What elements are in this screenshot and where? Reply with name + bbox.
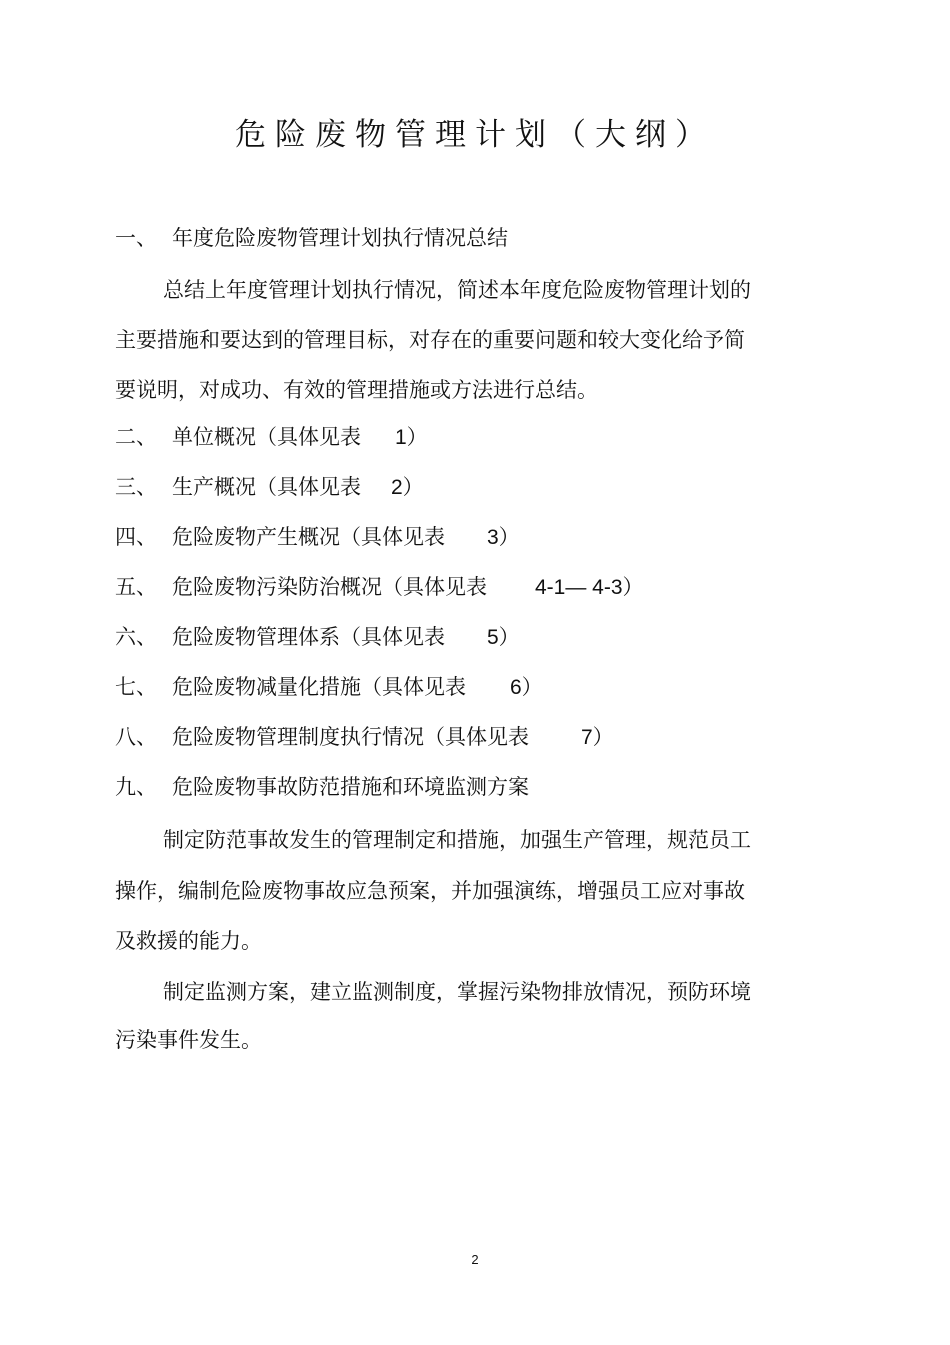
section-heading-5 (115, 572, 644, 602)
section-text: 危险废物产生概况（具体见表 (172, 525, 445, 549)
section-text: 单位概况（具体见表 (172, 425, 361, 449)
section-text: 危险废物管理制度执行情况（具体见表 (172, 725, 529, 749)
paragraph-1-line-3: 要说明，对成功、有效的管理措施或方法进行总结。 (115, 378, 598, 402)
section-number: 一、 (115, 226, 157, 250)
section-heading-7 (115, 672, 543, 702)
section-number: 四、 (115, 525, 157, 549)
table-reference: 1） (395, 426, 428, 449)
table-reference: 2） (391, 476, 424, 499)
table-reference: 6） (510, 676, 543, 699)
paragraph-1-line-1: 总结上年度管理计划执行情况，简述本年度危险废物管理计划的 (163, 278, 751, 302)
section-heading-3 (115, 472, 424, 502)
section-heading-6 (115, 622, 520, 652)
paragraph-3-line-1: 制定监测方案，建立监测制度，掌握污染物排放情况，预防环境 (163, 980, 751, 1004)
section-heading-1 (115, 223, 508, 253)
section-number: 六、 (115, 625, 157, 649)
document-title: 危险废物管理计划（大纲） (235, 117, 715, 153)
section-number: 五、 (115, 575, 157, 599)
table-reference: 3） (487, 526, 520, 549)
section-text: 危险废物污染防治概况（具体见表 (172, 575, 487, 599)
section-number: 九、 (115, 775, 157, 799)
section-number: 八、 (115, 725, 157, 749)
paragraph-1-line-2: 主要措施和要达到的管理目标，对存在的重要问题和较大变化给予简 (115, 328, 745, 352)
section-heading-4 (115, 522, 520, 552)
table-reference: 7） (581, 726, 614, 749)
section-text: 危险废物减量化措施（具体见表 (172, 675, 466, 699)
section-number: 七、 (115, 675, 157, 699)
section-heading-2 (115, 422, 428, 452)
table-reference: 4-1— 4-3） (535, 576, 644, 599)
section-number: 二、 (115, 425, 157, 449)
section-text: 生产概况（具体见表 (172, 475, 361, 499)
page-number: 2 (471, 1252, 479, 1267)
paragraph-2-line-1: 制定防范事故发生的管理制定和措施，加强生产管理，规范员工 (163, 828, 751, 852)
section-text: 危险废物管理体系（具体见表 (172, 625, 445, 649)
paragraph-2-line-3: 及救援的能力。 (115, 929, 262, 953)
section-heading-8 (115, 722, 614, 752)
paragraph-2-line-2: 操作，编制危险废物事故应急预案，并加强演练，增强员工应对事故 (115, 879, 745, 903)
table-reference: 5） (487, 626, 520, 649)
paragraph-3-line-2: 污染事件发生。 (115, 1028, 262, 1052)
section-text: 年度危险废物管理计划执行情况总结 (172, 226, 508, 250)
section-heading-9 (115, 772, 529, 802)
section-number: 三、 (115, 475, 157, 499)
section-text: 危险废物事故防范措施和环境监测方案 (172, 775, 529, 799)
